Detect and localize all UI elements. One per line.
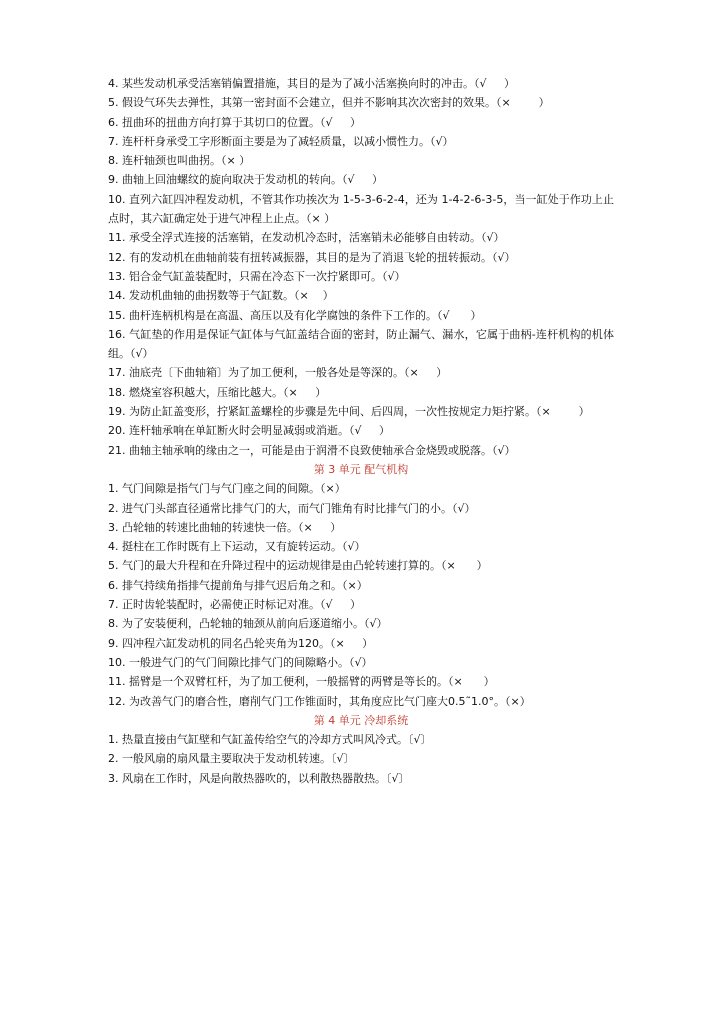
statement-line: 6. 排气持续角指排气提前角与排气迟后角之和。（×） <box>108 578 368 592</box>
statement-line: 7. 正时齿轮装配时，必需使正时标记对准。（√ ） <box>108 598 361 612</box>
statement-line: 13. 铝合金气缸盖装配时，只需在冷态下一次拧紧即可。（√） <box>108 269 406 283</box>
statement-line: 9. 四冲程六缸发动机的同名凸轮夹角为120。（× ） <box>108 636 374 650</box>
statement-line: 2. 一般风扇的扇风量主要取决于发动机转速。〔√〕 <box>108 752 355 766</box>
statement-line: 5. 假设气环失去弹性，其第一密封面不会建立，但并不影响其次次密封的效果。（× ） <box>108 96 550 110</box>
statement-line: 12. 为改善气门的磨合性，磨削气门工作锥面时，其角度应比气门座大0.5˜1.0°。（×） <box>108 694 531 708</box>
statement-line: 17. 油底壳〔下曲轴箱〕为了加工便利，一般各处是等深的。（× ） <box>108 366 448 380</box>
statement-line: 10. 一般进气门的气门间隙比排气门的间隙略小。（√） <box>108 655 373 669</box>
statement-line: 2. 进气门头部直径通常比排气门的大，而气门锥角有时比排气门的小。（√） <box>108 501 476 515</box>
statement-line: 18. 燃烧室容积越大，压缩比越大。（× ） <box>108 385 327 399</box>
statement-line: 6. 扭曲环的扭曲方向打算于其切口的位置。（√ ） <box>108 115 361 129</box>
statement-line: 7. 连杆杆身承受工字形断面主要是为了减轻质量，以减小惯性力。（√） <box>108 134 454 148</box>
statement-line: 19. 为防止缸盖变形，拧紧缸盖螺栓的步骤是先中间、后四周，一次性按规定力矩拧紧。（× ） <box>108 405 590 419</box>
statement-line: 4. 挺柱在工作时既有上下运动，又有旋转运动。（√） <box>108 540 366 554</box>
statement-line: 10. 直列六缸四冲程发动机，不管其作功挨次为 1-5-3-6-2-4，还为 1-4-2-6-3-5，当一缸处于作功上止点时，其六缸确定处于进气冲程上止点。（× ） <box>108 192 614 226</box>
section-heading-unit-3: 第 3 单元 配气机构 <box>313 462 409 476</box>
statement-line: 1. 气门间隙是指气门与气门座之间的间隙。（×） <box>108 482 346 496</box>
statement-line: 1. 热量直接由气缸壁和气缸盖传给空气的冷却方式叫风冷式。〔√〕 <box>108 733 432 747</box>
statement-line: 16. 气缸垫的作用是保证气缸体与气缸盖结合面的密封，防止漏气、漏水，它属于曲柄-连杆机构的机体组。（√） <box>108 327 614 361</box>
statement-line: 15. 曲杆连柄机构是在高温、高压以及有化学腐蚀的条件下工作的。（√ ） <box>108 308 482 322</box>
statement-line: 11. 承受全浮式连接的活塞销，在发动机冷态时，活塞销未必能够自由转动。（√） <box>108 231 505 245</box>
statement-line: 5. 气门的最大升程和在升降过程中的运动规律是由凸轮转速打算的。（× ） <box>108 559 488 573</box>
statement-line: 9. 曲轴上回油螺纹的旋向取决于发动机的转向。（√ ） <box>108 173 383 187</box>
statement-line: 21. 曲轴主轴承响的缘由之一，可能是由于润滑不良致使轴承合金烧毁或脱落。（√） <box>108 443 516 457</box>
document-body <box>108 74 614 788</box>
statement-line: 14. 发动机曲轴的曲拐数等于气缸数。（× ） <box>108 289 334 303</box>
statement-line: 4. 某些发动机承受活塞销偏置措施，其目的是为了减小活塞换向时的冲击。（√ ） <box>108 77 515 90</box>
statement-line: 8. 连杆轴颈也叫曲拐。（× ） <box>108 154 251 168</box>
statement-line: 20. 连杆轴承响在单缸断火时会明显减弱或消逝。（√ ） <box>108 424 390 438</box>
statement-line: 3. 凸轮轴的转速比曲轴的转速快一倍。（× ） <box>108 520 342 534</box>
statement-line: 11. 摇臂是一个双臂杠杆，为了加工便利，一般摇臂的两臂是等长的。（× ） <box>108 675 495 689</box>
statement-line: 12. 有的发动机在曲轴前装有扭转减振器，其目的是为了消退飞轮的扭转振动。（√） <box>108 250 516 264</box>
statement-line: 8. 为了安装便利，凸轮轴的轴颈从前向后逐道缩小。（√） <box>108 617 388 631</box>
section-heading-unit-4: 第 4 单元 冷却系统 <box>313 713 409 727</box>
statement-line: 3. 风扇在工作时，风是向散热器吹的，以利散热器散热。〔√〕 <box>108 771 410 785</box>
